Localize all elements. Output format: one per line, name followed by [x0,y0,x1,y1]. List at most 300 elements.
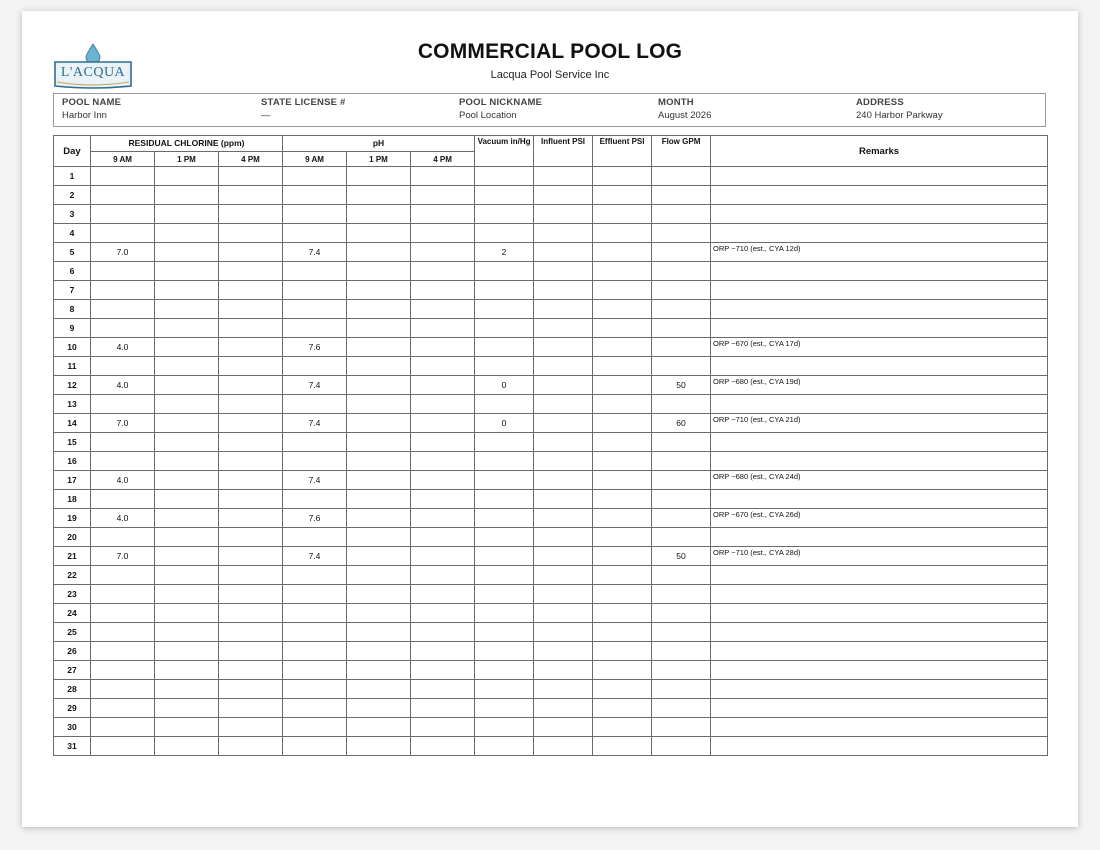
day-cell: 7 [54,281,91,300]
remarks-cell [711,186,1048,205]
vacuum-cell [475,205,534,224]
ph-4pm-cell [411,243,475,262]
flow-cell [652,661,711,680]
vacuum-cell [475,319,534,338]
remarks-cell [711,205,1048,224]
table-row [54,452,1048,471]
chlorine-1pm-cell [155,699,219,718]
remarks-cell: ORP ~680 (est., CYA 24d) [711,471,1048,490]
chlorine-9am-cell: 4.0 [91,509,155,528]
ph-9am-cell [283,680,347,699]
day-header: Day [54,136,91,167]
day-cell: 21 [54,547,91,566]
day-cell: 3 [54,205,91,224]
day-cell: 13 [54,395,91,414]
ph-4pm-cell [411,566,475,585]
influent-cell [534,509,593,528]
vacuum-cell [475,300,534,319]
effluent-cell [593,661,652,680]
influent-cell [534,338,593,357]
ph-9am-cell: 7.4 [283,376,347,395]
table-row [54,642,1048,661]
effluent-cell [593,243,652,262]
remarks-cell [711,737,1048,756]
chlorine-9am-cell [91,186,155,205]
ph-1pm-cell [347,680,411,699]
chlorine-4pm-cell [219,566,283,585]
day-cell: 24 [54,604,91,623]
chlorine-9am-cell [91,262,155,281]
ph-1pm-cell [347,547,411,566]
remarks-cell: ORP ~670 (est., CYA 17d) [711,338,1048,357]
chlorine-9am-cell [91,680,155,699]
table-row [54,338,1048,357]
table-row [54,300,1048,319]
remarks-cell [711,623,1048,642]
ph-9am-cell [283,623,347,642]
day-cell: 12 [54,376,91,395]
remarks-cell: ORP ~710 (est., CYA 21d) [711,414,1048,433]
flow-cell [652,357,711,376]
flow-cell [652,224,711,243]
chlorine-4pm-cell [219,623,283,642]
day-cell: 28 [54,680,91,699]
chlorine-4pm-cell [219,300,283,319]
pool-name-value: Harbor Inn [62,110,107,121]
effluent-cell [593,471,652,490]
vacuum-cell [475,547,534,566]
day-cell: 14 [54,414,91,433]
chlorine-9am-cell [91,300,155,319]
influent-cell [534,547,593,566]
vacuum-cell [475,604,534,623]
effluent-cell [593,319,652,338]
ph-9am-cell [283,699,347,718]
flow-cell [652,262,711,281]
day-cell: 26 [54,642,91,661]
ph-4pm-cell [411,357,475,376]
pool-name-field [62,97,252,121]
chlorine-9am-cell: 4.0 [91,471,155,490]
remarks-cell [711,167,1048,186]
flow-cell [652,281,711,300]
vacuum-cell [475,281,534,300]
ph-1pm-cell [347,528,411,547]
ph-9am-cell [283,395,347,414]
table-row [54,433,1048,452]
remarks-cell [711,281,1048,300]
remarks-cell [711,300,1048,319]
chlorine-1pm-cell [155,205,219,224]
day-cell: 10 [54,338,91,357]
chlorine-4pm-cell [219,604,283,623]
remarks-cell [711,680,1048,699]
effluent-cell [593,300,652,319]
month-value: August 2026 [658,110,712,121]
ph-1pm-cell [347,661,411,680]
chlorine-1pm-cell [155,623,219,642]
table-row [54,357,1048,376]
remarks-cell: ORP ~710 (est., CYA 28d) [711,547,1048,566]
chlorine-4pm-cell [219,699,283,718]
ph-1pm-cell [347,509,411,528]
influent-cell [534,452,593,471]
table-row [54,699,1048,718]
remarks-cell: ORP ~710 (est., CYA 12d) [711,243,1048,262]
day-cell: 11 [54,357,91,376]
ph-4pm-cell [411,509,475,528]
remarks-cell: ORP ~670 (est., CYA 26d) [711,509,1048,528]
ph-4pm-cell [411,414,475,433]
chlorine-9am-cell [91,585,155,604]
ph-1pm-cell [347,224,411,243]
ph-9am-cell [283,262,347,281]
chlorine-4pm-cell [219,680,283,699]
vacuum-cell [475,452,534,471]
ph-9am-header: 9 AM [283,152,347,167]
chlorine-9am-cell: 7.0 [91,243,155,262]
remarks-cell [711,262,1048,281]
flow-cell [652,737,711,756]
chlorine-group-header: RESIDUAL CHLORINE (ppm) [91,136,283,152]
table-row [54,262,1048,281]
ph-4pm-cell [411,376,475,395]
chlorine-1pm-cell [155,186,219,205]
chlorine-9am-cell: 7.0 [91,414,155,433]
day-cell: 1 [54,167,91,186]
ph-1pm-cell [347,699,411,718]
ph-9am-cell [283,566,347,585]
influent-cell [534,623,593,642]
chlorine-4pm-cell [219,357,283,376]
ph-9am-cell [283,167,347,186]
ph-4pm-cell [411,699,475,718]
ph-1pm-cell [347,262,411,281]
vacuum-cell [475,433,534,452]
table-row [54,718,1048,737]
effluent-cell [593,281,652,300]
ph-9am-cell [283,604,347,623]
effluent-cell [593,699,652,718]
day-cell: 23 [54,585,91,604]
chlorine-1pm-cell [155,319,219,338]
ph-4pm-cell [411,490,475,509]
influent-cell [534,661,593,680]
flow-cell [652,319,711,338]
chlorine-9am-cell [91,661,155,680]
remarks-cell [711,661,1048,680]
ph-9am-cell [283,224,347,243]
ph-9am-cell [283,718,347,737]
influent-cell [534,262,593,281]
flow-cell: 50 [652,547,711,566]
chlorine-4pm-cell [219,547,283,566]
chlorine-4pm-cell [219,737,283,756]
effluent-cell [593,623,652,642]
ph-1pm-cell [347,490,411,509]
effluent-cell [593,357,652,376]
effluent-cell [593,414,652,433]
chlorine-9am-cell [91,395,155,414]
effluent-cell [593,642,652,661]
ph-9am-cell [283,319,347,338]
flow-cell [652,528,711,547]
chlorine-9am-cell [91,490,155,509]
pool-nickname-label: POOL NICKNAME [459,97,543,108]
remarks-header: Remarks [711,136,1048,167]
influent-cell [534,585,593,604]
vacuum-cell [475,167,534,186]
flow-cell [652,433,711,452]
effluent-cell [593,528,652,547]
chlorine-4pm-cell [219,186,283,205]
chlorine-9am-cell [91,167,155,186]
ph-1pm-cell [347,471,411,490]
address-label: ADDRESS [856,97,904,108]
ph-1pm-cell [347,452,411,471]
ph-1pm-cell [347,395,411,414]
table-row [54,566,1048,585]
remarks-cell [711,452,1048,471]
ph-1pm-cell [347,281,411,300]
ph-9am-cell [283,300,347,319]
chlorine-4pm-cell [219,376,283,395]
ph-1pm-cell [347,414,411,433]
ph-4pm-cell [411,281,475,300]
ph-4pm-cell [411,167,475,186]
remarks-cell [711,395,1048,414]
logo-text: L'ACQUA [60,65,126,80]
remarks-cell [711,585,1048,604]
effluent-cell [593,262,652,281]
state-license-value: — [261,110,271,121]
table-row [54,604,1048,623]
day-cell: 30 [54,718,91,737]
chlorine-1pm-cell [155,338,219,357]
ph-9am-cell [283,433,347,452]
chlorine-4pm-cell [219,661,283,680]
ph-1pm-cell [347,585,411,604]
flow-cell [652,395,711,414]
flow-cell [652,585,711,604]
table-row [54,509,1048,528]
ph-1pm-cell [347,718,411,737]
chlorine-4pm-cell [219,167,283,186]
remarks-cell [711,642,1048,661]
ph-9am-cell: 7.4 [283,471,347,490]
ph-4pm-cell [411,452,475,471]
address-field [856,97,1046,121]
chlorine-1pm-cell [155,300,219,319]
table-row [54,319,1048,338]
ph-9am-cell [283,281,347,300]
influent-cell [534,414,593,433]
ph-4pm-cell [411,661,475,680]
chlorine-1pm-cell [155,604,219,623]
effluent-header: Effluent PSI [593,136,652,167]
influent-cell [534,471,593,490]
ph-1pm-cell [347,604,411,623]
effluent-cell [593,566,652,585]
flow-cell: 60 [652,414,711,433]
table-row [54,661,1048,680]
influent-cell [534,699,593,718]
vacuum-cell [475,262,534,281]
day-cell: 6 [54,262,91,281]
ph-1pm-cell [347,338,411,357]
table-row [54,585,1048,604]
influent-header: Influent PSI [534,136,593,167]
ph-4pm-cell [411,433,475,452]
flow-cell [652,566,711,585]
chlorine-1pm-cell [155,585,219,604]
influent-cell [534,680,593,699]
chlorine-1pm-cell [155,490,219,509]
vacuum-cell [475,642,534,661]
chlorine-4pm-cell [219,433,283,452]
ph-group-header: pH [283,136,475,152]
ph-9am-cell [283,186,347,205]
day-cell: 18 [54,490,91,509]
effluent-cell [593,167,652,186]
vacuum-cell [475,357,534,376]
ph-1pm-cell [347,623,411,642]
chlorine-9am-cell [91,205,155,224]
day-cell: 9 [54,319,91,338]
state-license-field [261,97,451,121]
chlorine-1pm-cell [155,471,219,490]
chlorine-4pm-cell [219,243,283,262]
effluent-cell [593,395,652,414]
page-title: COMMERCIAL POOL LOG [417,40,683,63]
ph-9am-cell [283,585,347,604]
vacuum-cell [475,395,534,414]
chlorine-9am-cell [91,718,155,737]
vacuum-cell: 0 [475,414,534,433]
chlorine-9am-cell [91,642,155,661]
remarks-cell [711,528,1048,547]
chlorine-9am-cell [91,528,155,547]
day-cell: 16 [54,452,91,471]
chlorine-1pm-cell [155,680,219,699]
chlorine-9am-cell [91,604,155,623]
chlorine-4pm-cell [219,642,283,661]
chlorine-4pm-cell [219,224,283,243]
influent-cell [534,566,593,585]
pool-nickname-value: Pool Location [459,110,517,121]
table-row [54,186,1048,205]
day-cell: 20 [54,528,91,547]
chlorine-4pm-cell [219,528,283,547]
vacuum-cell [475,471,534,490]
ph-9am-cell [283,737,347,756]
chlorine-1pm-cell [155,642,219,661]
chlorine-1pm-cell [155,414,219,433]
chlorine-1pm-cell [155,528,219,547]
chlorine-1pm-cell [155,547,219,566]
effluent-cell [593,490,652,509]
chlorine-1pm-header: 1 PM [155,152,219,167]
chlorine-9am-cell: 7.0 [91,547,155,566]
chlorine-9am-cell [91,281,155,300]
effluent-cell [593,737,652,756]
chlorine-4pm-cell [219,452,283,471]
chlorine-1pm-cell [155,395,219,414]
ph-9am-cell: 7.6 [283,509,347,528]
chlorine-9am-cell [91,566,155,585]
influent-cell [534,224,593,243]
vacuum-cell [475,509,534,528]
table-row [54,528,1048,547]
ph-4pm-cell [411,718,475,737]
influent-cell [534,243,593,262]
chlorine-9am-cell [91,623,155,642]
ph-9am-cell [283,357,347,376]
chlorine-1pm-cell [155,167,219,186]
ph-1pm-cell [347,642,411,661]
day-cell: 2 [54,186,91,205]
effluent-cell [593,452,652,471]
flow-cell [652,699,711,718]
ph-4pm-cell [411,186,475,205]
table-header-row [54,136,1048,152]
address-value: 240 Harbor Parkway [856,110,943,121]
flow-cell [652,300,711,319]
chlorine-9am-cell [91,452,155,471]
effluent-cell [593,509,652,528]
remarks-cell: ORP ~680 (est., CYA 19d) [711,376,1048,395]
table-row [54,737,1048,756]
state-license-label: STATE LICENSE # [261,97,346,108]
effluent-cell [593,186,652,205]
ph-1pm-cell [347,167,411,186]
chlorine-4pm-cell [219,585,283,604]
vacuum-cell [475,718,534,737]
ph-4pm-cell [411,471,475,490]
table-row [54,680,1048,699]
ph-4pm-cell [411,395,475,414]
day-cell: 19 [54,509,91,528]
chlorine-4pm-cell [219,414,283,433]
ph-9am-cell [283,205,347,224]
effluent-cell [593,718,652,737]
influent-cell [534,319,593,338]
vacuum-cell [475,566,534,585]
vacuum-cell: 2 [475,243,534,262]
chlorine-1pm-cell [155,566,219,585]
chlorine-9am-cell [91,357,155,376]
chlorine-1pm-cell [155,262,219,281]
vacuum-cell [475,186,534,205]
influent-cell [534,205,593,224]
flow-cell [652,718,711,737]
flow-cell [652,680,711,699]
table-row [54,623,1048,642]
remarks-cell [711,433,1048,452]
ph-4pm-cell [411,205,475,224]
influent-cell [534,357,593,376]
vacuum-cell [475,224,534,243]
flow-header: Flow GPM [652,136,711,167]
pool-log-table [53,135,1048,756]
ph-4pm-cell [411,642,475,661]
influent-cell [534,281,593,300]
vacuum-cell [475,661,534,680]
ph-1pm-cell [347,243,411,262]
effluent-cell [593,680,652,699]
influent-cell [534,433,593,452]
influent-cell [534,718,593,737]
